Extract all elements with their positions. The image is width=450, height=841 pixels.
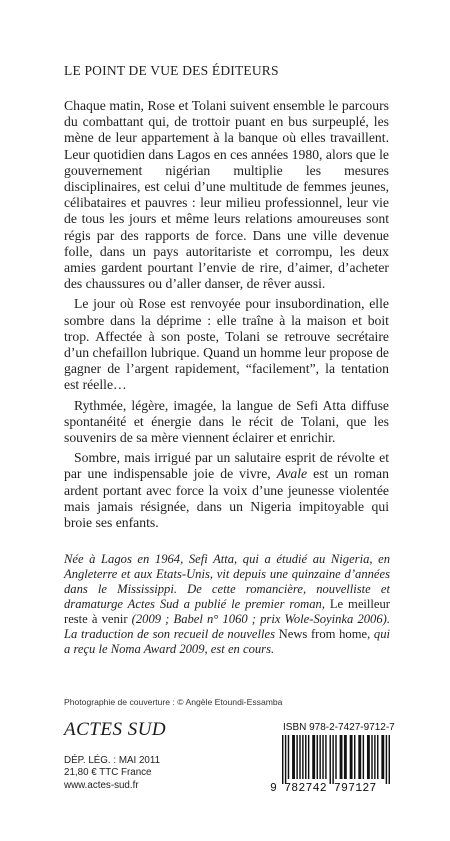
isbn: ISBN 978-2-7427-9712-7 [283, 722, 395, 733]
barcode-bar [312, 735, 315, 779]
photo-credit: Photographie de couverture : © Angèle Etoundi-Essamba [64, 697, 283, 707]
publisher-logo: ACTES SUD [64, 719, 167, 740]
bio-title-2: News from home, [278, 627, 371, 641]
barcode-bar [371, 735, 372, 779]
blurb [64, 98, 389, 535]
bio-title-1: Le meilleur reste à venir [64, 597, 390, 626]
legal-info [64, 755, 160, 792]
barcode-bar [308, 735, 309, 779]
barcode-bar [363, 735, 364, 779]
barcode-bar [322, 735, 323, 779]
barcode-bar [358, 735, 361, 779]
barcode-bar [350, 735, 353, 779]
bio-part-3: qui a reçu le Noma Award 2009, est en cours. [64, 627, 390, 656]
author-bio [64, 552, 390, 657]
barcode-bar [288, 735, 289, 779]
barcode-bar [335, 735, 336, 779]
barcode-bar [299, 735, 300, 779]
barcode-bar [292, 735, 295, 779]
price: 21,80 € TTC France [64, 767, 152, 779]
barcode-bar [374, 735, 375, 779]
blurb-paragraph-1: Chaque matin, Rose et Tolani suivent ensemble le parcours du combattant qui, de trottoir puant en bus surpeuplé, les mène de leur appartement à la banque où elles travaillent. Leur quotidien dans Lagos en ces années 1980, alors que le gouvernement nigérian multiplie les mesures disciplinaires, est celui d’une multitude de femmes jeunes, célibataires et pauvres : leur milieu professionnel, leur vie de tous les jours et même leurs relations amoureuses sont régis par des rapports de force. Dans une ville devenue folle, dans un pays autoritariste et corrompu, les deux amies gardent pourtant l’envie de rire, d’aimer, d’acheter des chaussures ou d’aller danser, de rêver aussi. [64, 98, 389, 292]
barcode-bar [381, 735, 384, 779]
barcode-bar [377, 735, 378, 779]
blurb-paragraph-4-end: est un roman ardent portant avec force la voix d’une jeunesse violentée mais jamais résignée, dans un Nigeria impitoyable qui broie ses enfants. [64, 466, 389, 531]
barcode-bar [319, 735, 320, 779]
bio-part-1: Née à Lagos en 1964, Sefi Atta, qui a étudié au Nigeria, en Angleterre et aux Etats-Unis, vit depuis une quinzaine d’années dans le Mississippi. De cette romancière, nouvelliste et dramaturge Actes Sud a publié le premier roman, [64, 552, 390, 611]
barcode-bar [367, 735, 370, 779]
barcode-bar [389, 735, 390, 784]
blurb-paragraph-4 [64, 450, 389, 531]
barcode-bars [282, 735, 390, 784]
barcode-bar [340, 735, 343, 779]
bio-part-2: (2009 ; Babel n° 1060 ; prix Wole-Soyinka 2006). La traduction de son recueil de nouvelles [64, 612, 390, 641]
blurb-paragraph-2: Le jour où Rose est renvoyée pour insubordination, elle sombre dans la déprime : elle traîne à la maison et boit trop. Affectée à son poste, Tolani se retrouve secrétaire d’un chefaillon lubrique. Quand un homme leur propose de gagner de l’argent rapidement, “facilement”, la tentation est réelle… [64, 296, 389, 393]
barcode-bar [282, 735, 283, 784]
barcode-bar [296, 735, 297, 779]
barcode-digits: 9 782742 797127 [270, 782, 377, 795]
barcode-bar [386, 735, 387, 784]
barcode-bar [344, 735, 347, 779]
blurb-paragraph-4-start: Sombre, mais irrigué par un salutaire esprit de révolte et par une indispensable joie de vivre, [64, 450, 389, 482]
barcode-bar [302, 735, 303, 779]
barcode [270, 735, 392, 797]
legal-deposit: DÉP. LÉG. : MAI 2011 [64, 755, 161, 766]
barcode-bar [317, 735, 318, 779]
barcode-bar [285, 735, 286, 784]
book-title: Avale [276, 466, 308, 482]
section-heading: LE POINT DE VUE DES ÉDITEURS [64, 63, 279, 78]
barcode-bar [305, 735, 306, 779]
blurb-paragraph-3: Rythmée, légère, imagée, la langue de Sefi Atta diffuse spontanéité et énergie dans le récit de Tolani, que les souvenirs de sa mère viennent éclairer et enrichir. [64, 397, 389, 446]
barcode-bar [330, 735, 331, 784]
barcode-bar [354, 735, 355, 779]
barcode-bar [325, 735, 326, 779]
barcode-bar [332, 735, 333, 784]
website: www.actes-sud.fr [64, 779, 139, 791]
